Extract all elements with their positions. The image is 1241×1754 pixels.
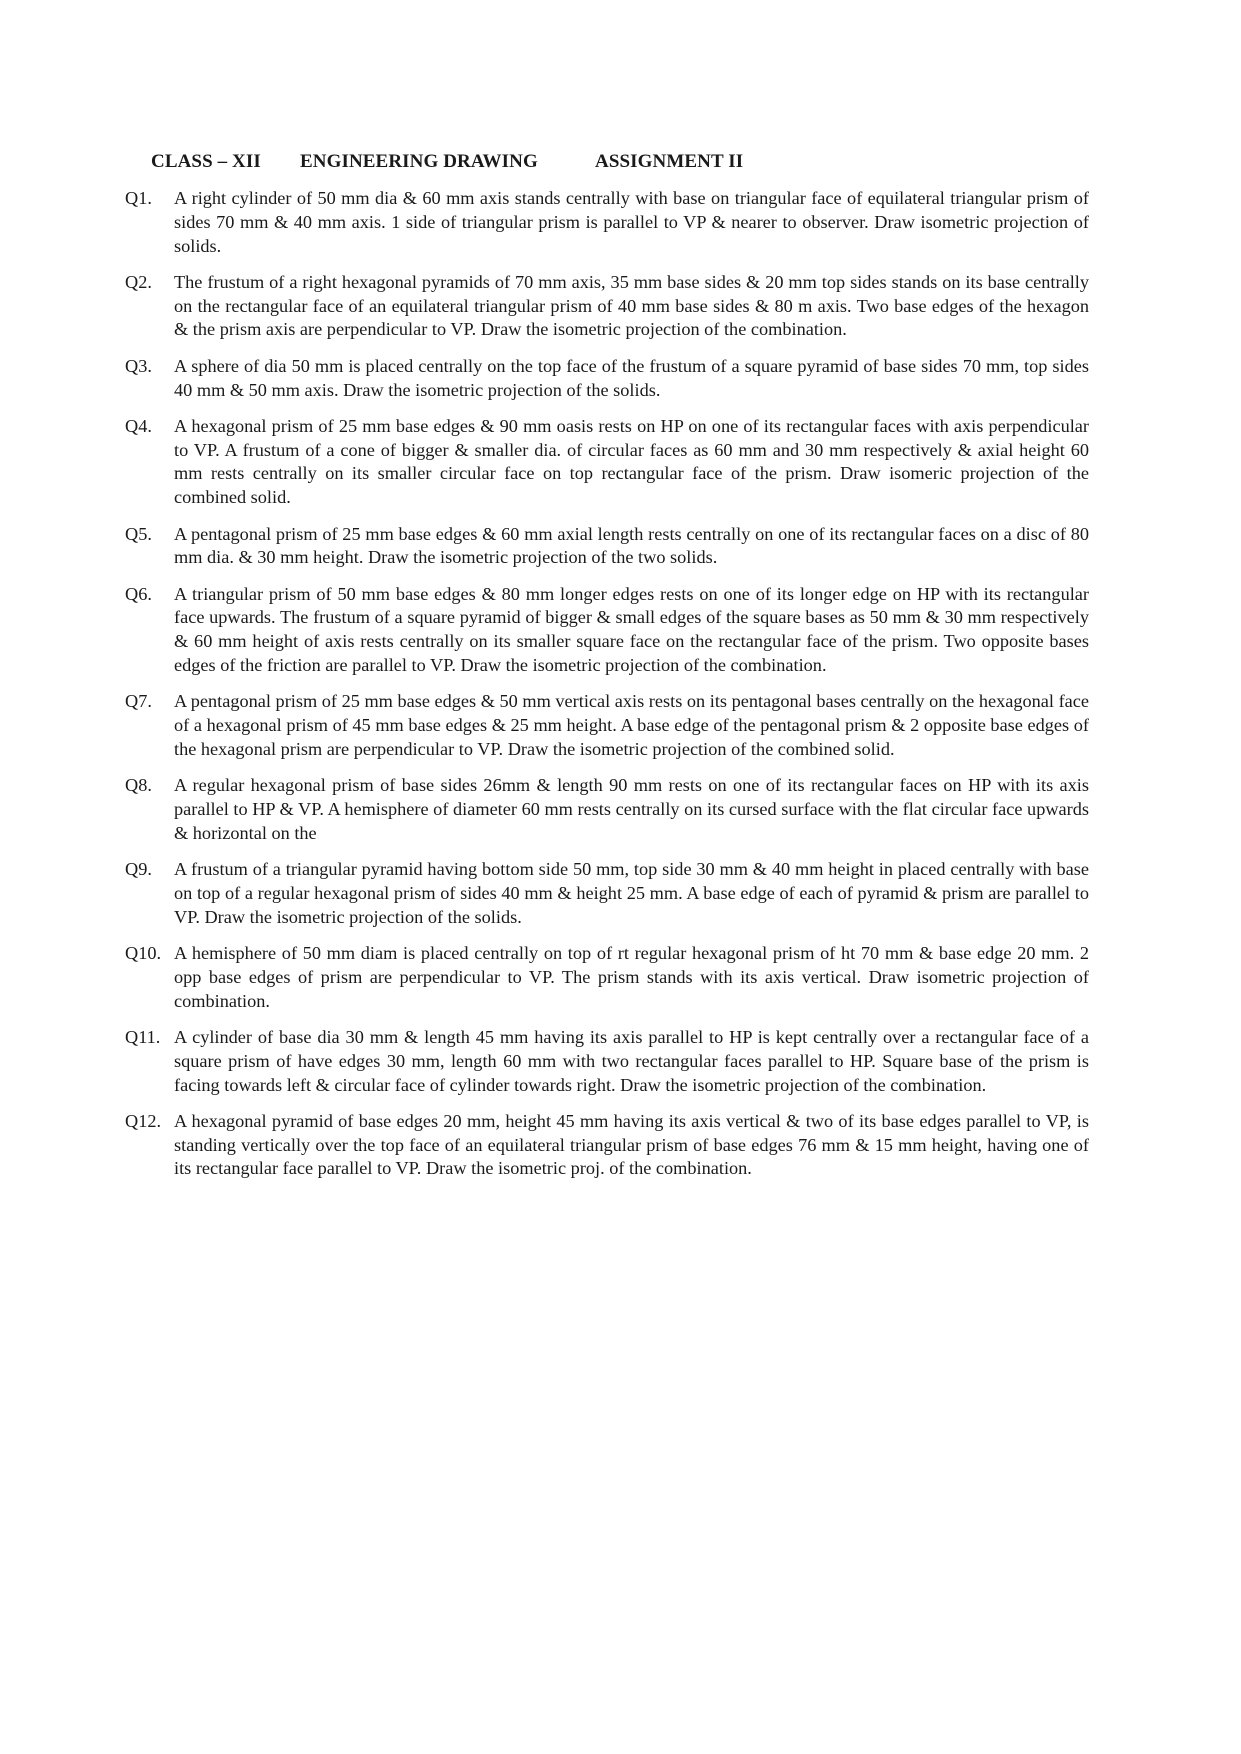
question-number: Q12. — [125, 1110, 162, 1131]
question-number: Q4. — [125, 415, 152, 436]
question-number: Q6. — [125, 583, 152, 604]
question-text: A sphere of dia 50 mm is placed centrally on the top face of the frustum of a square pyramid of base sides 70 mm, top sides 40 mm & 50 mm axis. Draw the isometric projection of the solids. — [174, 355, 1089, 400]
question-number: Q2. — [125, 271, 152, 292]
question-list — [125, 187, 1089, 1194]
question-text: A hexagonal pyramid of base edges 20 mm, height 45 mm having its axis vertical & two of its base edges parallel to VP, is standing vertically over the top face of an equilateral triangular prism of base edges 76 mm & 15 mm height, having one of its rectangular face parallel to VP. Draw the isometric proj. of the combination. — [174, 1110, 1089, 1179]
question-item — [125, 690, 1089, 761]
header-subject: ENGINEERING DRAWING — [300, 151, 538, 172]
assignment-header — [151, 151, 743, 173]
question-item — [125, 355, 1089, 403]
question-number: Q5. — [125, 523, 152, 544]
question-number: Q8. — [125, 775, 152, 796]
question-text: A frustum of a triangular pyramid having bottom side 50 mm, top side 30 mm & 40 mm height in placed centrally with base on top of a regular hexagonal prism of sides 40 mm & height 25 mm. A base edge of each of pyramid & prism are parallel to VP. Draw the isometric projection of the solids. — [174, 859, 1089, 927]
question-text: A regular hexagonal prism of base sides 26mm & length 90 mm rests on one of its rectangular faces on HP with its axis parallel to HP & VP. A hemisphere of diameter 60 mm rests centrally on its cursed surface with the flat circular face upwards & horizontal on the — [174, 775, 1089, 843]
question-item — [125, 1110, 1089, 1181]
question-item — [125, 1026, 1089, 1097]
question-text: A hexagonal prism of 25 mm base edges & 90 mm oasis rests on HP on one of its rectangular faces with axis perpendicular to VP. A frustum of a cone of bigger & smaller dia. of circular faces as 60 mm and 30 mm respectively & axial height 60 mm rests centrally on its smaller circular face on top rectangular face of the prism. Draw isomeric projection of the combined solid. — [174, 415, 1089, 508]
question-text: A hemisphere of 50 mm diam is placed centrally on top of rt regular hexagonal prism of ht 70 mm & base edge 20 mm. 2 opp base edges of prism are perpendicular to VP. The prism stands with its axis vertical. Draw isometric projection of combination. — [174, 943, 1089, 1011]
header-assignment: ASSIGNMENT II — [595, 151, 744, 172]
question-item — [125, 583, 1089, 678]
header-class: CLASS – XII — [151, 151, 261, 172]
question-item — [125, 523, 1089, 571]
question-item — [125, 187, 1089, 258]
question-number: Q9. — [125, 859, 152, 880]
question-text: A pentagonal prism of 25 mm base edges & 50 mm vertical axis rests on its pentagonal bases centrally on the hexagonal face of a hexagonal prism of 45 mm base edges & 25 mm height. A base edge of the pentagonal prism & 2 opposite base edges of the hexagonal prism are perpendicular to VP. Draw the isometric projection of the combined solid. — [174, 691, 1089, 759]
question-number: Q7. — [125, 691, 152, 712]
question-text: A cylinder of base dia 30 mm & length 45 mm having its axis parallel to HP is kept centrally over a rectangular face of a square prism of have edges 30 mm, length 60 mm with two rectangular faces parallel to HP. Square base of the prism is facing towards left & circular face of cylinder towards right. Draw the isometric projection of the combination. — [174, 1026, 1089, 1095]
question-text: A pentagonal prism of 25 mm base edges & 60 mm axial length rests centrally on one of its rectangular faces on a disc of 80 mm dia. & 30 mm height. Draw the isometric projection of the two solids. — [174, 523, 1089, 568]
question-number: Q11. — [125, 1026, 161, 1047]
question-item — [125, 942, 1089, 1013]
question-text: A right cylinder of 50 mm dia & 60 mm axis stands centrally with base on triangular face of equilateral triangular prism of sides 70 mm & 40 mm axis. 1 side of triangular prism is parallel to VP & nearer to observer. Draw isometric projection of solids. — [174, 188, 1089, 256]
question-item — [125, 858, 1089, 929]
question-item — [125, 774, 1089, 845]
question-number: Q3. — [125, 355, 152, 376]
question-text: The frustum of a right hexagonal pyramids of 70 mm axis, 35 mm base sides & 20 mm top sides stands on its base centrally on the rectangular face of an equilateral triangular prism of 40 mm base sides & 80 m axis. Two base edges of the hexagon & the prism axis are perpendicular to VP. Draw the isometric projection of the combination. — [174, 271, 1089, 340]
question-number: Q10. — [125, 943, 162, 964]
question-number: Q1. — [125, 188, 152, 208]
question-item — [125, 271, 1089, 342]
question-text: A triangular prism of 50 mm base edges & 80 mm longer edges rests on one of its longer edge on HP with its rectangular face upwards. The frustum of a square pyramid of bigger & small edges of the square bases as 50 mm & 30 mm respectively & 60 mm height of axis rests centrally on its smaller square face on the rectangular face of the prism. Two opposite bases edges of the friction are parallel to VP. Draw the isometric projection of the combination. — [174, 583, 1089, 676]
question-item — [125, 415, 1089, 510]
